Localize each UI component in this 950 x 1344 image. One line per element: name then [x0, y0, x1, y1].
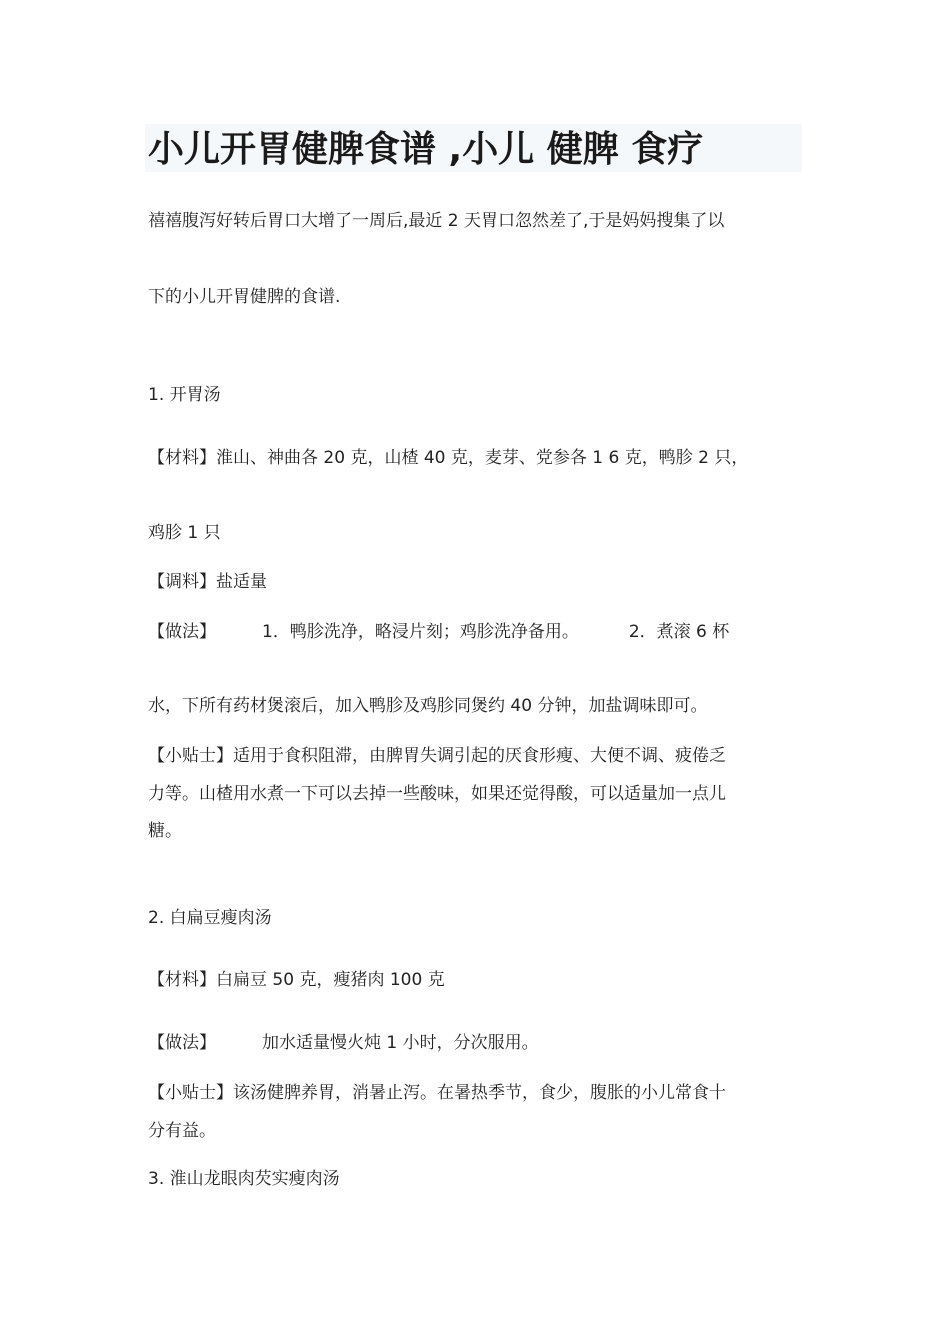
recipe2-heading: 2. 白扁豆瘦肉汤 [148, 908, 272, 928]
recipe2-method-text: 加水适量慢火炖 1 小时，分次服用。 [262, 1033, 539, 1053]
recipe1-tips-1: 【小贴士】适用于食积阻滞，由脾胃失调引起的厌食形瘦、大便不调、疲倦乏 [148, 746, 726, 766]
recipe3-heading: 3. 淮山龙眼肉芡实瘦肉汤 [148, 1169, 340, 1189]
recipe2-tips-2: 分有益。 [148, 1121, 216, 1141]
recipe1-materials-1: 【材料】淮山、神曲各 20 克，山楂 40 克，麦芽、党参各 1 6 克，鸭胗 2 只， [148, 448, 749, 468]
recipe1-heading: 1. 开胃汤 [148, 385, 221, 405]
recipe2-materials: 【材料】白扁豆 50 克，瘦猪肉 100 克 [148, 970, 445, 990]
recipe1-materials-2: 鸡胗 1 只 [148, 523, 221, 543]
recipe1-method-line2: 水，下所有药材煲滚后，加入鸭胗及鸡胗同煲约 40 分钟，加盐调味即可。 [148, 696, 708, 716]
intro-line-2: 下的小儿开胃健脾的食谱. [148, 287, 341, 307]
recipe1-method-label: 【做法】 [148, 622, 216, 642]
recipe2-tips-1: 【小贴士】该汤健脾养胃，消暑止泻。在暑热季节，食少，腹胀的小儿常食十 [148, 1083, 726, 1103]
page-title: 小儿开胃健脾食谱 ,小儿 健脾 食疗 [148, 129, 704, 170]
recipe2-method [148, 1031, 539, 1055]
recipe2-method-label: 【做法】 [148, 1033, 216, 1053]
recipe1-method-step2: 2．煮滚 6 杯 [628, 622, 730, 642]
intro-line-1: 禧禧腹泻好转后胃口大增了一周后,最近 2 天胃口忽然差了,于是妈妈搜集了以 [148, 211, 725, 231]
recipe1-method [148, 620, 729, 644]
recipe1-tips-2: 力等。山楂用水煮一下可以去掉一些酸味，如果还觉得酸，可以适量加一点儿 [148, 784, 726, 804]
recipe1-method-step1: 1．鸭胗洗净，略浸片刻；鸡胗洗净备用。 [262, 622, 579, 642]
recipe1-tips-3: 糖。 [148, 821, 182, 841]
recipe1-seasoning: 【调料】盐适量 [148, 572, 267, 592]
